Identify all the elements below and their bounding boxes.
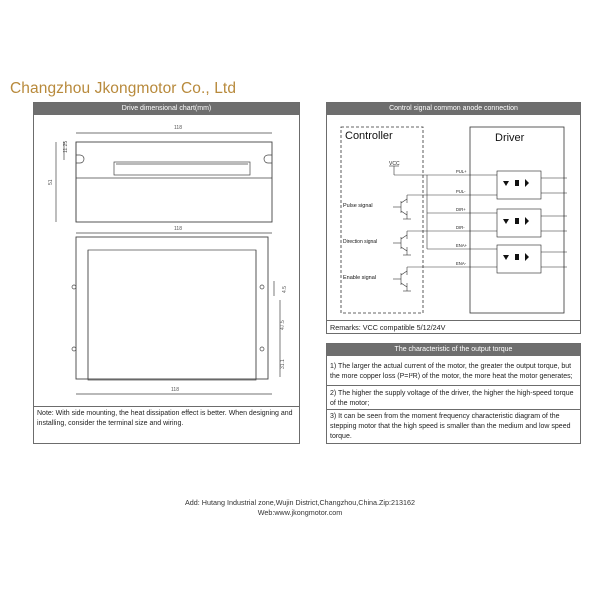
vcc-label: VCC xyxy=(389,161,400,167)
footer-web: Web:www.jkongmotor.com xyxy=(257,508,343,517)
dim-top-width: 118 xyxy=(174,125,182,131)
pin-dir-minus: DIR- xyxy=(456,225,465,230)
torque-item-1-text: 1) The larger the actual current of the motor, the greater the output torque, but the more copper loss (P=I²R) of the motor, the more heat the motor generates; xyxy=(330,363,573,380)
torque-item-3 xyxy=(327,410,580,444)
pin-pul-minus: PUL- xyxy=(456,189,466,194)
torque-item-2-text: 2) The higher the supply voltage of the driver, the higher the high-speed torque of the motor; xyxy=(330,390,574,407)
remarks-row xyxy=(327,320,580,334)
controller-label: Controller xyxy=(345,130,393,142)
bottom-view xyxy=(72,226,288,394)
dimension-note xyxy=(34,406,299,436)
dim-right-b: 47.5 xyxy=(280,320,286,330)
dimension-panel xyxy=(33,102,300,444)
signal-label-enable: Enable signal xyxy=(343,275,377,281)
control-signal-title: Control signal common anode connection xyxy=(327,103,580,115)
dim-right-c: 31.1 xyxy=(280,359,286,369)
signal-label-pulse: Pulse signal xyxy=(343,203,373,209)
dim-right-a: 4.5 xyxy=(282,286,288,293)
signal-label-direction: Direction signal xyxy=(343,239,378,245)
pin-pul-plus: PUL+ xyxy=(456,169,467,174)
remarks-text: Remarks: VCC compatible 5/12/24V xyxy=(330,323,446,332)
dim-bottom-top-width: 118 xyxy=(174,226,182,232)
dimension-panel-title: Drive dimensional chart(mm) xyxy=(34,103,299,115)
footer-address: Add: Hutang Industrial zone,Wujin District,Changzhou,China.Zip:213162 xyxy=(185,498,415,507)
dimension-drawing xyxy=(34,115,299,405)
top-view xyxy=(48,125,272,222)
company-title: Changzhou Jkongmotor Co., Ltd xyxy=(10,80,237,97)
dim-side-height: 51 xyxy=(48,179,54,185)
driver-label: Driver xyxy=(495,132,525,144)
torque-panel xyxy=(326,343,581,444)
pin-dir-plus: DIR+ xyxy=(456,207,466,212)
dim-bottom-width: 118 xyxy=(171,387,179,393)
wiring-diagram xyxy=(327,115,580,320)
pin-ena-minus: ENA- xyxy=(456,261,467,266)
control-signal-panel xyxy=(326,102,581,334)
dimension-note-text: Note: With side mounting, the heat dissipation effect is better. When designing and installing, consider the terminal size and wiring. xyxy=(37,410,293,427)
pin-ena-plus: ENA+ xyxy=(456,243,468,248)
torque-item-1 xyxy=(327,360,580,386)
torque-item-2 xyxy=(327,387,580,410)
torque-panel-title: The characteristic of the output torque xyxy=(327,344,580,356)
dim-side-small: 11.25 xyxy=(63,140,69,153)
torque-item-3-text: 3) It can be seen from the moment frequency characteristic diagram of the stepping motor that the high speed is smaller than the medium and low speed torque. xyxy=(330,413,571,440)
